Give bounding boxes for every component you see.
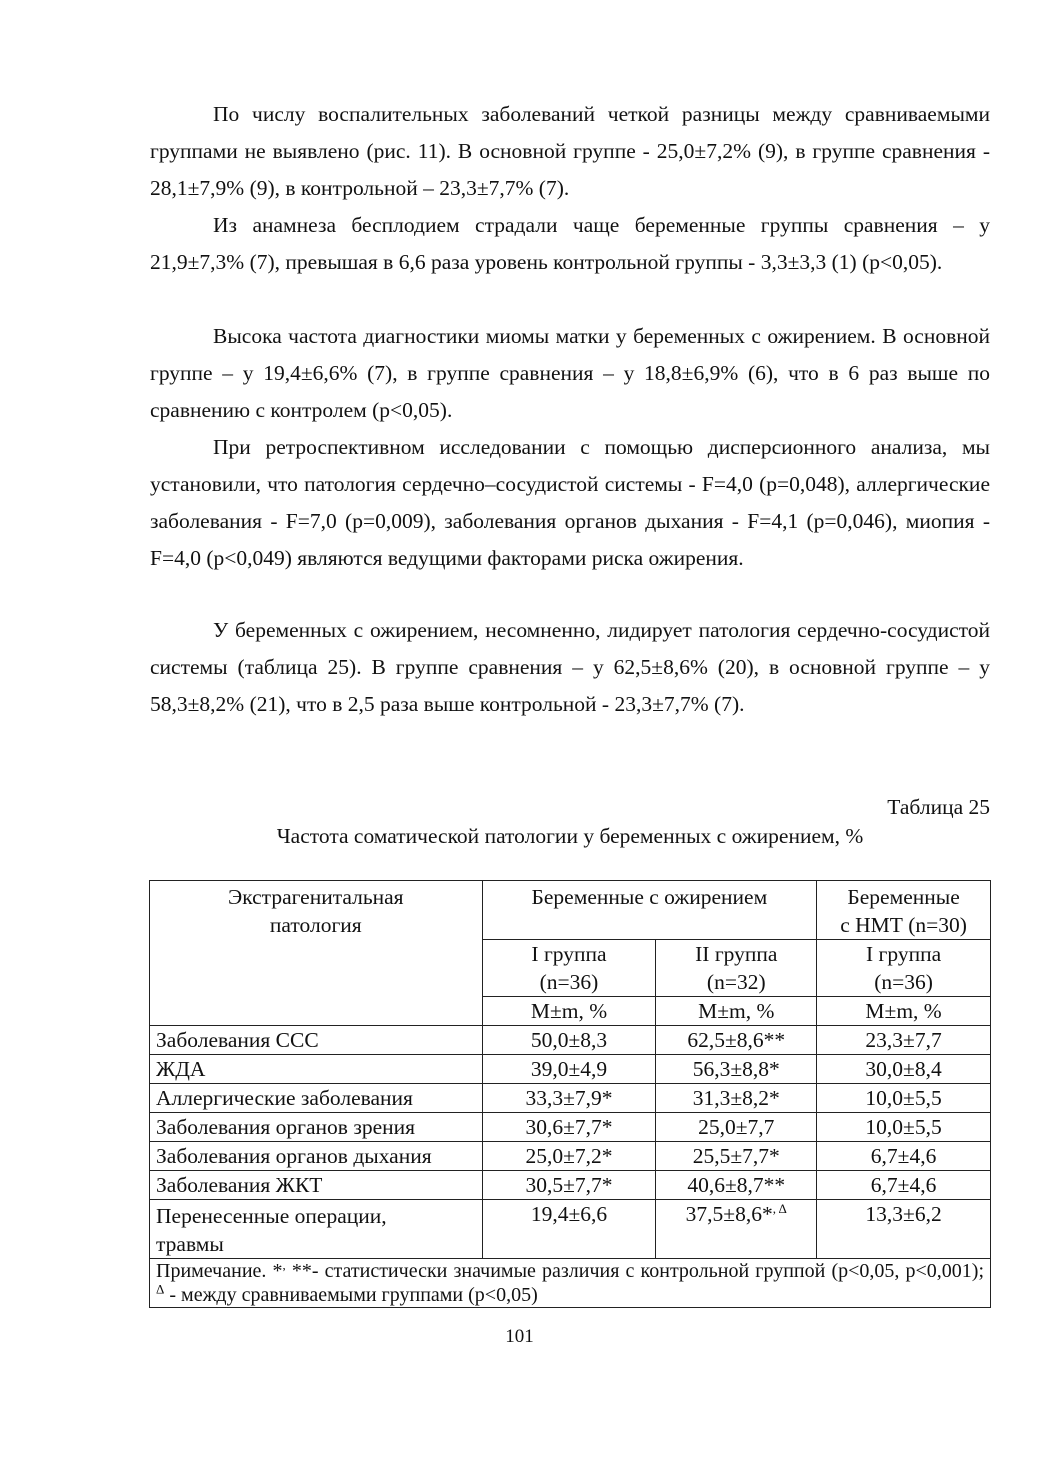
table-note bbox=[150, 1259, 991, 1308]
table-row bbox=[150, 1084, 991, 1113]
cell-value: 10,0±5,5 bbox=[817, 1113, 991, 1142]
header-pathology bbox=[150, 881, 483, 1026]
header-mm-1: M±m, % bbox=[482, 997, 656, 1026]
row-label: Заболевания ЖКТ bbox=[150, 1171, 483, 1200]
table-row bbox=[150, 1200, 991, 1259]
row-label: ЖДА bbox=[150, 1055, 483, 1084]
cell-value: 40,6±8,7** bbox=[656, 1171, 817, 1200]
cell-value: 50,0±8,3 bbox=[482, 1026, 656, 1055]
table-caption: Частота соматической патологии у беременных с ожирением, % bbox=[276, 824, 864, 848]
cell-value: 33,3±7,9* bbox=[482, 1084, 656, 1113]
table-label: Таблица 25 bbox=[887, 795, 990, 819]
row-label: Заболевания ССС bbox=[150, 1026, 483, 1055]
cell-value: 19,4±6,6 bbox=[482, 1200, 656, 1259]
header-group-2 bbox=[656, 940, 817, 997]
paragraph: При ретроспективном исследовании с помощью дисперсионного анализа, мы установили, что патология сердечно–сосудистой системы - F=4,0 (р=0,048), аллергические заболевания - F=7,0 (р=0,009), заболевания органов дыхания - F=4,1 (р=0,046), миопия - F=4,0 (р<0,049) являются ведущими факторами риска ожирения. bbox=[150, 435, 990, 570]
table-note-row bbox=[150, 1259, 991, 1308]
table-row bbox=[150, 1055, 991, 1084]
header-obese bbox=[482, 881, 817, 940]
paragraph: Высока частота диагностики миомы матки у беременных с ожирением. В основной группе – у 19,4±6,6% (7), в группе сравнения – у 18,8±6,9% (6), что в 6 раз выше по сравнению с контролем (р<0,05). bbox=[150, 324, 990, 422]
header-pathology-text: Экстрагенитальная патология bbox=[228, 885, 404, 937]
cell-value: 62,5±8,6** bbox=[656, 1026, 817, 1055]
note-text: Примечание. * bbox=[156, 1260, 283, 1282]
paragraph: По числу воспалительных заболеваний четкой разницы между сравниваемыми группами не выявлено (рис. 11). В основной группе - 25,0±7,2% (9), в группе сравнения - 28,1±7,9% (9), в контрольной – 23,3±7,7% (7). bbox=[150, 102, 990, 200]
cell-value: 6,7±4,6 bbox=[817, 1171, 991, 1200]
row-label: Аллергические заболевания bbox=[150, 1084, 483, 1113]
note-text: **- статистически значимые различия с контрольной группой (р<0,05, р<0,001); bbox=[285, 1260, 984, 1282]
header-group-2-text: II группа (n=32) bbox=[695, 942, 778, 994]
pathology-table bbox=[149, 880, 991, 1308]
header-group-1 bbox=[482, 940, 656, 997]
cell-value: 13,3±6,2 bbox=[817, 1200, 991, 1259]
cell-value: 25,0±7,7 bbox=[656, 1113, 817, 1142]
paragraph: У беременных с ожирением, несомненно, лидирует патология сердечно-сосудистой системы (таблица 25). В группе сравнения – у 62,5±8,6% (20), в основной группе – у 58,3±8,2% (21), что в 2,5 раза выше контрольной - 23,3±7,7% (7). bbox=[150, 618, 990, 716]
cell-value: 25,5±7,7* bbox=[656, 1142, 817, 1171]
cell-value: 56,3±8,8* bbox=[656, 1055, 817, 1084]
note-text: - между сравниваемыми группами (р<0,05) bbox=[164, 1284, 538, 1306]
row-label: Заболевания органов дыхания bbox=[150, 1142, 483, 1171]
cell-value: 39,0±4,9 bbox=[482, 1055, 656, 1084]
table-row bbox=[150, 1113, 991, 1142]
header-control-line1: Беременные bbox=[847, 885, 960, 909]
cell-value: 30,6±7,7* bbox=[482, 1113, 656, 1142]
cell-value-text: 37,5±8,6* bbox=[685, 1202, 773, 1226]
header-mm-2: M±m, % bbox=[656, 997, 817, 1026]
table-row bbox=[150, 1171, 991, 1200]
row-label-text: Перенесенные операции, травмы bbox=[156, 1204, 387, 1256]
table-row bbox=[150, 1026, 991, 1055]
row-label bbox=[150, 1200, 483, 1259]
header-group-3-text: I группа (n=36) bbox=[866, 942, 942, 994]
page-number: 101 bbox=[505, 1326, 534, 1347]
superscript: Δ bbox=[156, 1281, 165, 1297]
header-control bbox=[817, 881, 991, 940]
cell-value: 30,5±7,7* bbox=[482, 1171, 656, 1200]
cell-value: 10,0±5,5 bbox=[817, 1084, 991, 1113]
superscript: , bbox=[282, 1257, 286, 1273]
header-control-line2: с НМТ (n=30) bbox=[840, 913, 967, 937]
table-header-row bbox=[150, 881, 991, 940]
cell-value: 23,3±7,7 bbox=[817, 1026, 991, 1055]
table-row bbox=[150, 1142, 991, 1171]
header-mm-3: M±m, % bbox=[817, 997, 991, 1026]
cell-value: 25,0±7,2* bbox=[482, 1142, 656, 1171]
header-obese-text: Беременные с ожирением bbox=[531, 885, 768, 909]
cell-value: 6,7±4,6 bbox=[817, 1142, 991, 1171]
cell-value bbox=[656, 1200, 817, 1259]
cell-value: 31,3±8,2* bbox=[656, 1084, 817, 1113]
paragraph: Из анамнеза бесплодием страдали чаще беременные группы сравнения – у 21,9±7,3% (7), превышая в 6,6 раза уровень контрольной группы - 3,3±3,3 (1) (р<0,05). bbox=[150, 213, 990, 274]
superscript: , Δ bbox=[772, 1200, 787, 1216]
row-label: Заболевания органов зрения bbox=[150, 1113, 483, 1142]
header-group-3 bbox=[817, 940, 991, 997]
header-group-1-text: I группа (n=36) bbox=[531, 942, 607, 994]
cell-value: 30,0±8,4 bbox=[817, 1055, 991, 1084]
